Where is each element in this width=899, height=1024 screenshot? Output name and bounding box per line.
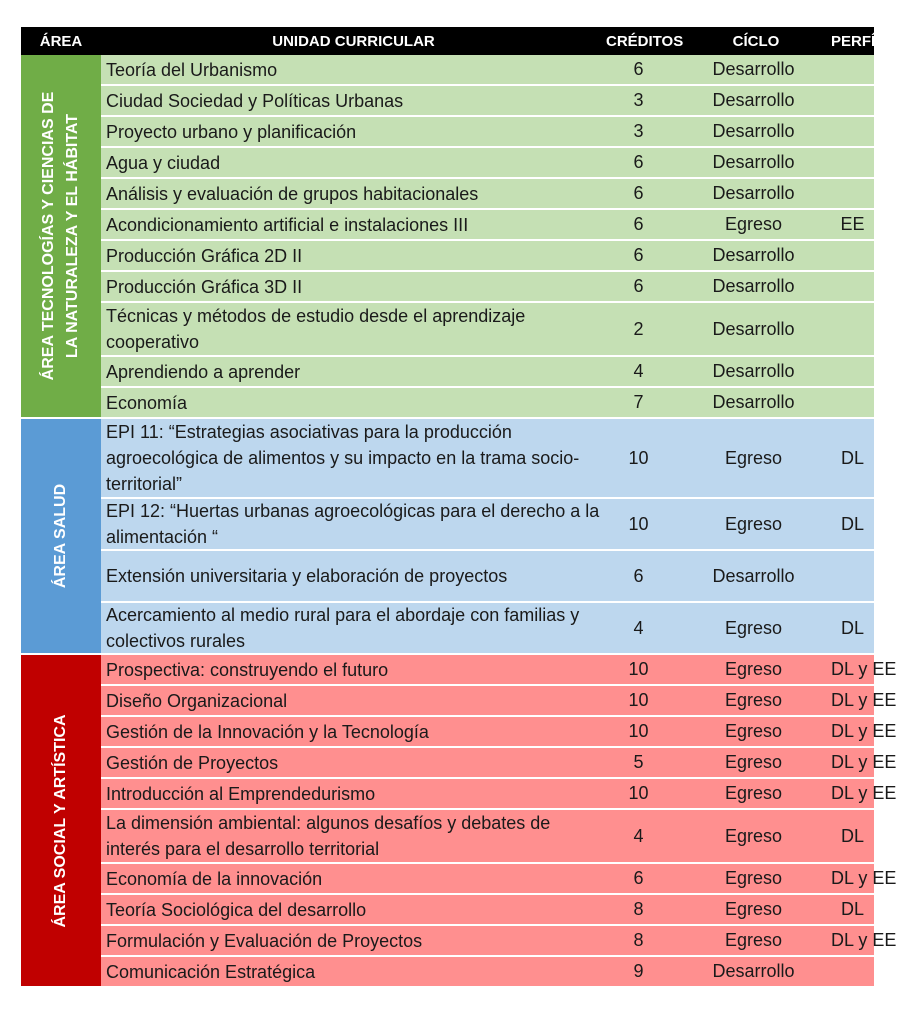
- unidad-cell: Extensión universitaria y elaboración de proyectos: [106, 566, 508, 586]
- unidad-cell: EPI 12: “Huertas urbanas agroecológicas para el derecho a la alimentación “: [106, 501, 600, 547]
- area-label: [21, 655, 101, 988]
- creditos-cell: 6: [633, 245, 644, 265]
- creditos-cell: 6: [633, 152, 644, 172]
- area-label-text: ÁREA TECNOLOGÍAS Y CIENCIAS DE LA NATURALEZA Y EL HÁBITAT: [40, 91, 81, 381]
- area-group: [21, 655, 897, 988]
- unidad-cell: Diseño Organizacional: [106, 690, 288, 711]
- area-label-text: ÁREA SOCIAL Y ARTÍSTICA: [52, 713, 69, 928]
- unidad-cell: Formulación y Evaluación de Proyectos: [106, 930, 423, 951]
- unidad-cell: La dimensión ambiental: algunos desafíos y debates de interés para el desarrollo territorial: [106, 813, 551, 859]
- area-group: [21, 55, 874, 419]
- perfil-cell: DL: [840, 513, 864, 534]
- ciclo-cell: Desarrollo: [712, 565, 795, 586]
- creditos-cell: 4: [633, 361, 644, 381]
- perfil-cell: DL y EE: [831, 752, 897, 772]
- table-row: [101, 864, 897, 895]
- ciclo-cell: Desarrollo: [712, 961, 795, 981]
- perfil-cell: DL: [840, 617, 864, 638]
- perfil-cell: EE: [840, 214, 865, 234]
- unidad-cell: Gestión de Proyectos: [106, 752, 279, 773]
- creditos-cell: 8: [633, 930, 644, 950]
- ciclo-cell: Desarrollo: [712, 245, 795, 265]
- table-row: [101, 810, 874, 864]
- unidad-cell: Acondicionamiento artificial e instalaciones III: [106, 214, 469, 235]
- creditos-cell: 6: [633, 868, 644, 888]
- creditos-cell: 10: [628, 783, 649, 803]
- ciclo-cell: Desarrollo: [712, 392, 795, 412]
- unidad-cell: Producción Gráfica 2D II: [106, 245, 303, 266]
- header-area: ÁREA: [39, 32, 83, 50]
- creditos-cell: 7: [633, 392, 644, 412]
- ciclo-cell: Desarrollo: [712, 121, 795, 141]
- perfil-cell: DL y EE: [831, 930, 897, 950]
- table-body: [21, 55, 897, 988]
- ciclo-cell: Egreso: [724, 617, 783, 638]
- curriculum-table: [21, 27, 897, 988]
- ciclo-cell: Egreso: [724, 721, 783, 741]
- perfil-cell: DL y EE: [831, 868, 897, 888]
- ciclo-cell: Egreso: [724, 513, 783, 534]
- ciclo-cell: Egreso: [724, 825, 783, 846]
- table-row: [101, 419, 874, 499]
- ciclo-cell: Desarrollo: [712, 59, 795, 79]
- creditos-cell: 6: [633, 59, 644, 79]
- creditos-cell: 8: [633, 899, 644, 919]
- unidad-cell: Introducción al Emprendedurismo: [106, 783, 376, 804]
- table-header: [21, 27, 885, 55]
- perfil-cell: DL y EE: [831, 690, 897, 710]
- table-row: [101, 272, 874, 303]
- header-creditos: CRÉDITOS: [606, 32, 684, 50]
- creditos-cell: 6: [633, 183, 644, 203]
- perfil-cell: DL: [840, 899, 864, 919]
- unidad-cell: Proyecto urbano y planificación: [106, 121, 357, 142]
- table-row: [101, 86, 874, 117]
- creditos-cell: 6: [633, 276, 644, 296]
- table-row: [101, 655, 897, 686]
- table-row: [101, 179, 874, 210]
- header-ciclo: CÍCLO: [732, 32, 780, 50]
- ciclo-cell: Desarrollo: [712, 276, 795, 296]
- unidad-cell: Economía: [106, 392, 188, 413]
- creditos-cell: 9: [633, 961, 644, 981]
- ciclo-cell: Egreso: [724, 447, 783, 468]
- ciclo-cell: Egreso: [724, 214, 783, 234]
- table-row: [101, 748, 897, 779]
- creditos-cell: 3: [633, 90, 644, 110]
- perfil-cell: DL y EE: [831, 783, 897, 803]
- creditos-cell: 10: [628, 690, 649, 710]
- area-label: [21, 55, 101, 419]
- unidad-cell: EPI 11: “Estrategias asociativas para la producción agroecológica de alimentos y su impacto en la trama socio-territorial”: [106, 422, 580, 494]
- table-row: [101, 717, 897, 748]
- ciclo-cell: Desarrollo: [712, 152, 795, 172]
- ciclo-cell: Desarrollo: [712, 90, 795, 110]
- ciclo-cell: Desarrollo: [712, 318, 795, 339]
- unidad-cell: Producción Gráfica 3D II: [106, 276, 303, 297]
- unidad-cell: Comunicación Estratégica: [106, 961, 316, 982]
- creditos-cell: 6: [633, 565, 644, 586]
- ciclo-cell: Egreso: [724, 752, 783, 772]
- ciclo-cell: Egreso: [724, 659, 783, 679]
- unidad-cell: Teoría del Urbanismo: [106, 59, 278, 80]
- perfil-cell: DL y EE: [831, 659, 897, 679]
- table-row: [101, 686, 897, 717]
- creditos-cell: 10: [628, 513, 649, 534]
- area-group: [21, 419, 874, 655]
- creditos-cell: 10: [628, 721, 649, 741]
- table-row: [101, 957, 874, 988]
- table-row: [101, 241, 874, 272]
- ciclo-cell: Desarrollo: [712, 361, 795, 381]
- table-row: [101, 303, 874, 357]
- table-row: [101, 117, 874, 148]
- header-unidad: UNIDAD CURRICULAR: [272, 32, 435, 50]
- unidad-cell: Teoría Sociológica del desarrollo: [106, 899, 367, 920]
- creditos-cell: 2: [633, 318, 644, 339]
- creditos-cell: 6: [633, 214, 644, 234]
- perfil-cell: DL: [840, 825, 864, 846]
- creditos-cell: 4: [633, 617, 644, 638]
- table-row: [101, 499, 874, 551]
- unidad-cell: Gestión de la Innovación y la Tecnología: [106, 721, 429, 742]
- ciclo-cell: Egreso: [724, 783, 783, 803]
- ciclo-cell: Desarrollo: [712, 183, 795, 203]
- ciclo-cell: Egreso: [724, 899, 783, 919]
- unidad-cell: Análisis y evaluación de grupos habitacionales: [106, 183, 479, 204]
- unidad-cell: Economía de la innovación: [106, 868, 323, 889]
- table-row: [101, 210, 874, 241]
- perfil-cell: DL y EE: [831, 721, 897, 741]
- table-row: [101, 926, 897, 957]
- ciclo-cell: Egreso: [724, 868, 783, 888]
- unidad-cell: Agua y ciudad: [106, 152, 221, 173]
- unidad-cell: Ciudad Sociedad y Políticas Urbanas: [106, 90, 404, 111]
- ciclo-cell: Egreso: [724, 930, 783, 950]
- creditos-cell: 4: [633, 825, 644, 846]
- creditos-cell: 5: [633, 752, 644, 772]
- table-row: [101, 55, 874, 86]
- table-row: [101, 148, 874, 179]
- creditos-cell: 10: [628, 447, 649, 468]
- perfil-cell: DL: [840, 447, 864, 468]
- area-label: [21, 419, 101, 655]
- table-row: [101, 779, 897, 810]
- unidad-cell: Aprendiendo a aprender: [106, 361, 301, 382]
- table-row: [101, 895, 874, 926]
- table-row: [101, 357, 874, 388]
- unidad-cell: Acercamiento al medio rural para el abordaje con familias y colectivos rurales: [106, 605, 580, 651]
- table-row: [101, 603, 874, 655]
- table-row: [101, 388, 874, 419]
- creditos-cell: 10: [628, 659, 649, 679]
- table-row: [101, 551, 874, 603]
- unidad-cell: Prospectiva: construyendo el futuro: [106, 659, 389, 680]
- ciclo-cell: Egreso: [724, 690, 783, 710]
- header-perfil: PERFÍL: [831, 32, 885, 50]
- unidad-cell: Técnicas y métodos de estudio desde el aprendizaje cooperativo: [106, 306, 526, 352]
- creditos-cell: 3: [633, 121, 644, 141]
- area-label-text: ÁREA SALUD: [52, 483, 69, 589]
